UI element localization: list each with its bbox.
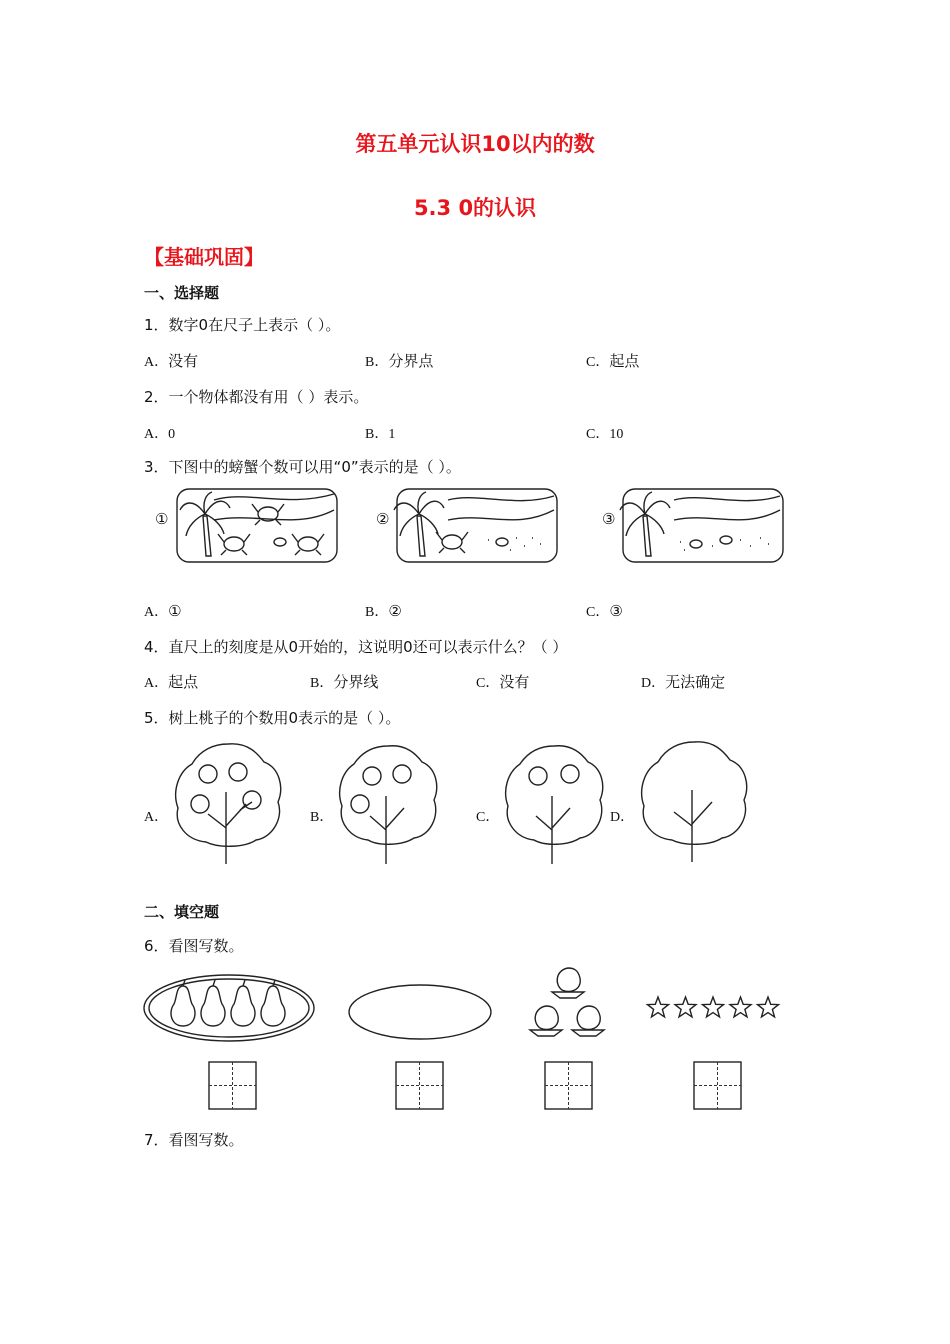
question-1: 1．数字0在尺子上表示（ ）。 [144, 316, 341, 334]
option-key: C． [586, 355, 610, 370]
answer-box-4[interactable] [693, 1061, 743, 1111]
question-6: 6．看图写数。 [144, 937, 244, 955]
peach-icon [243, 791, 261, 809]
option-key: A． [144, 810, 169, 825]
peach-icon [229, 763, 247, 781]
q1-option-a[interactable] [144, 350, 198, 371]
option-key: C． [586, 427, 610, 442]
option-label: 分界点 [388, 352, 434, 370]
tree-c-icon[interactable] [502, 742, 606, 866]
peach-icon [530, 1006, 562, 1036]
q2-option-c[interactable] [586, 423, 623, 443]
peach-icon [529, 767, 547, 785]
q3-option-b[interactable] [365, 601, 402, 621]
picture-3-label: ③ [602, 510, 616, 528]
option-label: 没有 [499, 673, 530, 691]
peach-icon [552, 968, 584, 998]
peach-icon [393, 765, 411, 783]
q5-option-b[interactable] [310, 806, 333, 826]
tree-a-icon[interactable] [172, 742, 284, 866]
answer-box-1[interactable] [208, 1061, 258, 1111]
option-key: B． [365, 427, 389, 442]
question-5: 5．树上桃子的个数用0表示的是（ ）。 [144, 709, 401, 727]
option-label: 无法确定 [665, 673, 726, 691]
crab-icon [218, 534, 250, 555]
crab-icon [436, 532, 468, 553]
q5-option-d[interactable] [610, 806, 634, 826]
answer-box-3[interactable] [544, 1061, 594, 1111]
q1-option-c[interactable] [586, 350, 639, 371]
question-2: 2．一个物体都没有用（ ）表示。 [144, 388, 369, 406]
q4-option-a[interactable] [144, 671, 198, 692]
q2-option-a[interactable] [144, 423, 175, 443]
option-key: B． [310, 810, 334, 825]
beach-picture-2[interactable] [396, 488, 558, 564]
pear-icon [261, 980, 285, 1026]
option-key: B． [310, 676, 334, 691]
part2-heading: 二、填空题 [144, 903, 220, 921]
peach-icon [572, 1006, 604, 1036]
pear-icon [231, 980, 255, 1026]
peach-icon [191, 795, 209, 813]
option-key: C． [586, 605, 610, 620]
option-key: A． [144, 355, 169, 370]
q2-option-b[interactable] [365, 423, 395, 443]
pear-icon [201, 980, 225, 1026]
peach-icon [199, 765, 217, 783]
part1-heading: 一、选择题 [144, 284, 220, 302]
answer-box-2[interactable] [395, 1061, 445, 1111]
option-label: ③ [609, 602, 623, 620]
option-label: 1 [388, 427, 396, 442]
option-label: ① [168, 602, 182, 620]
option-key: A． [144, 427, 169, 442]
option-key: D． [641, 676, 666, 691]
star-icon [703, 997, 724, 1017]
option-key: D． [610, 810, 635, 825]
tree-b-icon[interactable] [336, 742, 440, 866]
stars-group [646, 994, 780, 1022]
beach-picture-1[interactable] [176, 488, 338, 564]
pears-plate [143, 972, 315, 1042]
star-icon [648, 997, 669, 1017]
option-label: 10 [609, 427, 624, 442]
question-7: 7．看图写数。 [144, 1131, 244, 1149]
page-title: 第五单元认识10以内的数 [355, 132, 595, 156]
option-label: 起点 [168, 673, 199, 691]
q5-option-c[interactable] [476, 806, 499, 826]
option-label: ② [388, 602, 402, 620]
q3-option-c[interactable] [586, 601, 623, 621]
palm-trunk [203, 516, 211, 556]
beach-picture-3[interactable] [622, 488, 784, 564]
option-label: 没有 [168, 352, 199, 370]
q3-option-a[interactable] [144, 601, 182, 621]
peach-icon [363, 767, 381, 785]
option-key: A． [144, 605, 169, 620]
star-icon [675, 997, 696, 1017]
question-3: 3．下图中的螃蟹个数可以用“0”表示的是（ ）。 [144, 458, 461, 476]
option-key: C． [476, 810, 500, 825]
option-label: 0 [168, 427, 176, 442]
page-subtitle: 5.3 0的认识 [413, 196, 537, 220]
peach-icon [351, 795, 369, 813]
option-key: B． [365, 355, 389, 370]
q4-option-b[interactable] [310, 671, 378, 692]
empty-plate [348, 983, 492, 1041]
q4-option-c[interactable] [476, 671, 529, 692]
option-key: C． [476, 676, 500, 691]
star-icon [730, 997, 751, 1017]
q1-option-b[interactable] [365, 350, 433, 371]
option-key: B． [365, 605, 389, 620]
picture-2-label: ② [376, 510, 390, 528]
picture-1-label: ① [155, 510, 169, 528]
star-icon [758, 997, 779, 1017]
question-4: 4．直尺上的刻度是从0开始的，这说明0还可以表示什么？（ ） [144, 638, 568, 656]
section-label: 【基础巩固】 [144, 245, 264, 269]
peach-icon [561, 765, 579, 783]
option-key: A． [144, 676, 169, 691]
crab-icon [252, 504, 284, 525]
q5-option-a[interactable] [144, 806, 168, 826]
tree-d-icon[interactable] [638, 740, 750, 864]
q4-option-d[interactable] [641, 671, 725, 692]
option-label: 起点 [609, 352, 640, 370]
option-label: 分界线 [333, 673, 379, 691]
crab-icon [292, 534, 324, 555]
peaches-group [526, 964, 610, 1042]
